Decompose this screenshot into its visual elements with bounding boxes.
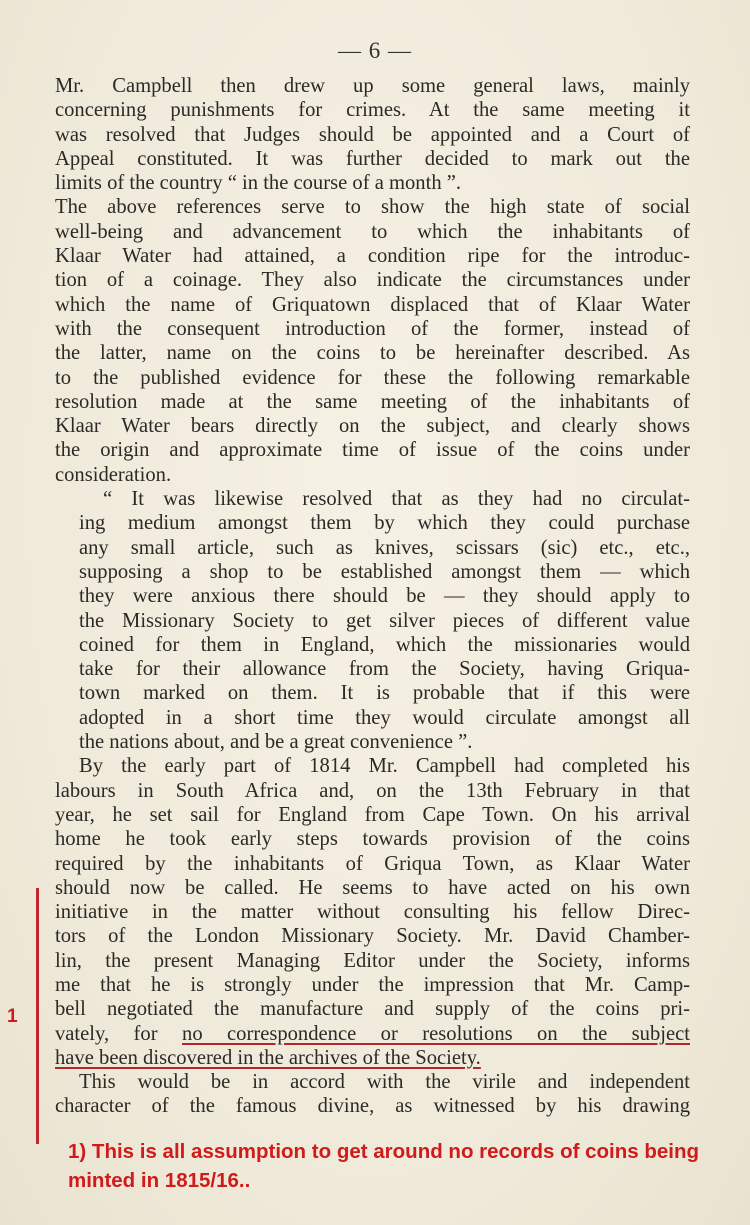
text-line: consideration. [55, 463, 172, 486]
quote-line: the Missionary Society to get silver pieces of different value [79, 609, 690, 632]
quote-line: supposing a shop to be established amongst them — which [79, 560, 690, 583]
text-line: initiative in the matter without consulting his fellow Direc- [55, 901, 690, 924]
underlined-text: have been discovered in the archives of the Society. [55, 1046, 481, 1069]
quote-line: the nations about, and be a great convenience ”. [79, 731, 473, 754]
quote-line: take for their allowance from the Society, having Griqua- [79, 658, 690, 681]
quote-line: coined for them in England, which the missionaries would [79, 633, 690, 656]
quote-line: adopted in a short time they would circulate amongst all [79, 706, 690, 729]
text-line: The above references serve to show the high state of social [55, 196, 690, 219]
text-line: Appeal constituted. It was further decided to mark out the [55, 147, 690, 170]
text-line: bell negotiated the manufacture and supply of the coins pri- [55, 998, 690, 1021]
margin-annotation-marker: 1 [7, 1006, 18, 1027]
text-line: year, he set sail for England from Cape Town. On his arrival [55, 803, 690, 826]
annotation-note: 1) This is all assumption to get around no records of coins being minted in 1815/16.. [68, 1140, 700, 1192]
text-fragment: vately, for [55, 1022, 158, 1045]
text-line: lin, the present Managing Editor under the Society, informs [55, 949, 690, 972]
text-line: which the name of Griquatown displaced that of Klaar Water [55, 293, 690, 316]
text-line: character of the famous divine, as witnessed by his drawing [55, 1095, 690, 1118]
text-line: This would be in accord with the virile and independent [79, 1071, 690, 1094]
text-line: well-being and advancement to which the inhabitants of [55, 220, 690, 243]
body-text [55, 74, 690, 1119]
text-line: the latter, name on the coins to be hereinafter described. As [55, 342, 690, 365]
text-line: with the consequent introduction of the former, instead of [55, 317, 690, 340]
text-line: should now be called. He seems to have acted on his own [55, 876, 690, 899]
margin-annotation-bar [36, 888, 39, 1144]
text-line: Mr. Campbell then drew up some general laws, mainly [55, 75, 690, 97]
quote-line: “ It was likewise resolved that as they had no circulat- [103, 488, 690, 511]
quote-line: ing medium amongst them by which they could purchase [79, 512, 690, 535]
text-line: to the published evidence for these the following remarkable [55, 366, 690, 389]
text-line: Klaar Water had attained, a condition ripe for the introduc- [55, 245, 690, 268]
text-line: the origin and approximate time of issue of the coins under [55, 439, 690, 462]
text-line: was resolved that Judges should be appointed and a Court of [55, 123, 690, 146]
text-line: By the early part of 1814 Mr. Campbell had completed his [79, 755, 690, 778]
underlined-text: no correspondence or resolutions on the subject [182, 1022, 690, 1045]
text-line: tion of a coinage. They also indicate the circumstances under [55, 269, 690, 292]
text-line: labours in South Africa and, on the 13th February in that [55, 779, 690, 802]
underlined-line [55, 1046, 690, 1070]
text-line: Klaar Water bears directly on the subject, and clearly shows [55, 415, 690, 438]
underlined-line [55, 1022, 690, 1046]
text-line: limits of the country “ in the course of a month ”. [55, 172, 462, 195]
quote-line: town marked on them. It is probable that if this were [79, 682, 690, 705]
text-line: tors of the London Missionary Society. Mr. David Chamber- [55, 925, 690, 948]
page-number: — 6 — [338, 38, 412, 63]
quote-line: they were anxious there should be — they should apply to [79, 585, 690, 608]
text-line: resolution made at the same meeting of the inhabitants of [55, 390, 690, 413]
text-line: concerning punishments for crimes. At the same meeting it [55, 99, 690, 122]
text-line: home he took early steps towards provision of the coins [55, 828, 690, 851]
text-line: me that he is strongly under the impression that Mr. Camp- [55, 973, 690, 996]
text-line: required by the inhabitants of Griqua Town, as Klaar Water [55, 852, 690, 875]
quote-line: any small article, such as knives, scissars (sic) etc., etc., [79, 536, 690, 559]
